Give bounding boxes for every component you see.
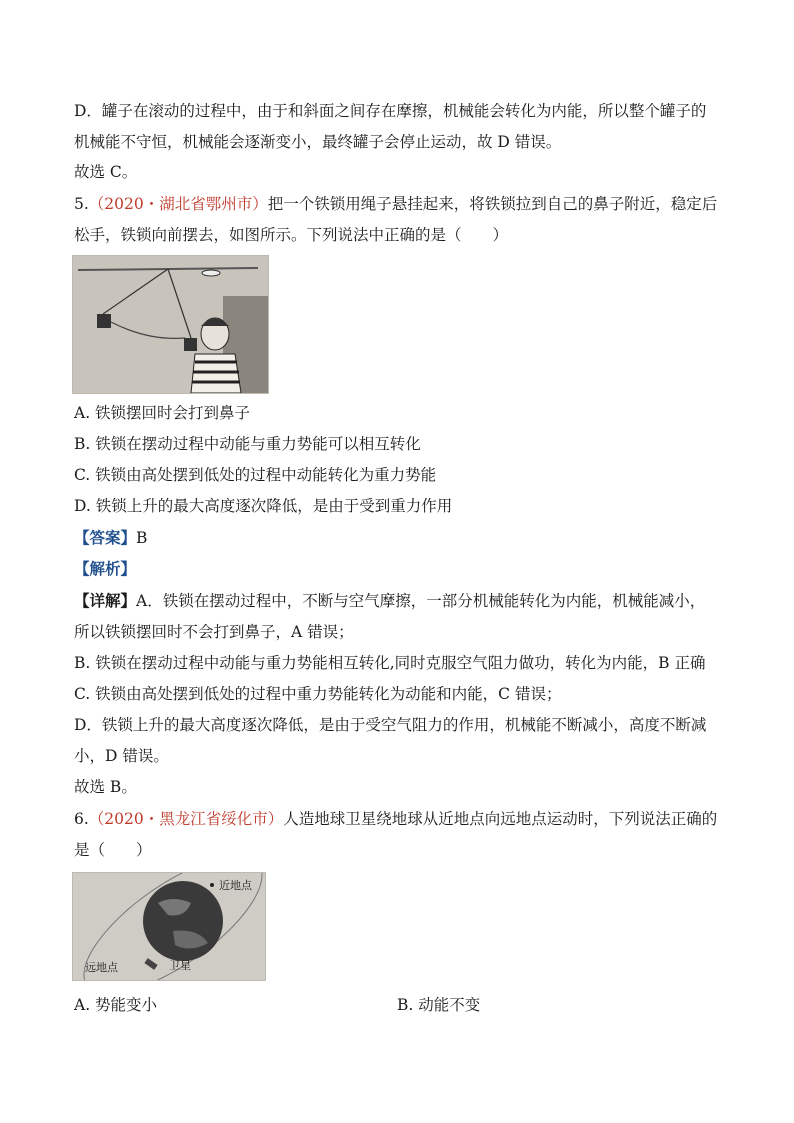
q6-option-a: A. 势能变小 (74, 996, 158, 1014)
apogee-label: 远地点 (85, 961, 118, 974)
analysis-tag: 【解析】 (74, 559, 137, 578)
option-a: A. 铁锁摆回时会打到鼻子 (74, 404, 251, 422)
perigee-label: 近地点 (219, 879, 252, 892)
prev-choice: 故选 C。 (74, 163, 138, 181)
explanation-line2: 所以铁锁摆回时不会打到鼻子，A 错误； (74, 623, 354, 641)
pendulum-figure (72, 255, 269, 394)
question-5-stem-line1 (74, 193, 730, 215)
orbit-figure (72, 872, 266, 981)
prev-answer-d-line1: D．罐子在滚动的过程中，由于和斜面之间存在摩擦，机械能会转化为内能，所以整个罐子的 (74, 102, 707, 120)
answer-line (74, 527, 730, 549)
question-source: （2020・湖北省鄂州市） (88, 195, 268, 213)
question-6-stem-line2: 是（ ） (74, 841, 152, 859)
question-6-stem-line1 (74, 808, 730, 830)
option-d: D. 铁锁上升的最大高度逐次降低，是由于受到重力作用 (74, 497, 453, 515)
question-stem: 把一个铁锁用绳子悬挂起来，将铁锁拉到自己的鼻子附近，稳定后 (267, 195, 718, 213)
prev-answer-d-line2: 机械能不守恒，机械能会逐渐变小，最终罐子会停止运动，故 D 错误。 (74, 133, 562, 151)
question-number: 6. (74, 810, 89, 828)
explanation-text: A．铁锁在摆动过程中，不断与空气摩擦，一部分机械能转化为内能，机械能减小， (136, 592, 706, 610)
q5-choice: 故选 B。 (74, 778, 137, 796)
explanation-line3: B. 铁锁在摆动过程中动能与重力势能相互转化,同时克服空气阻力做功，转化为内能，B 正确 (74, 654, 706, 672)
question-source: （2020・黑龙江省绥化市） (88, 810, 284, 828)
answer-tag: 【答案】 (74, 528, 137, 547)
explanation-line6: 小，D 错误。 (74, 747, 169, 765)
question-stem: 人造地球卫星绕地球从近地点向远地点运动时，下列说法正确的 (283, 810, 718, 828)
question-number: 5. (74, 195, 89, 213)
explanation-line1 (74, 590, 730, 612)
explanation-line4: C. 铁锁由高处摆到低处的过程中重力势能转化为动能和内能，C 错误； (74, 685, 562, 703)
option-c: C. 铁锁由高处摆到低处的过程中动能转化为重力势能 (74, 466, 437, 484)
q6-option-b: B. 动能不变 (397, 996, 481, 1014)
detail-tag: 【详解】 (74, 591, 137, 610)
answer-value: B (136, 529, 148, 547)
pendulum-illustration (73, 256, 268, 393)
explanation-line5: D．铁锁上升的最大高度逐次降低，是由于受空气阻力的作用，机械能不断减小，高度不断减 (74, 716, 707, 734)
question-5-stem-line2: 松手，铁锁向前摆去，如图所示。下列说法中正确的是（ ） (74, 226, 509, 244)
option-b: B. 铁锁在摆动过程中动能与重力势能可以相互转化 (74, 435, 421, 453)
satellite-label: 卫星 (169, 959, 191, 972)
